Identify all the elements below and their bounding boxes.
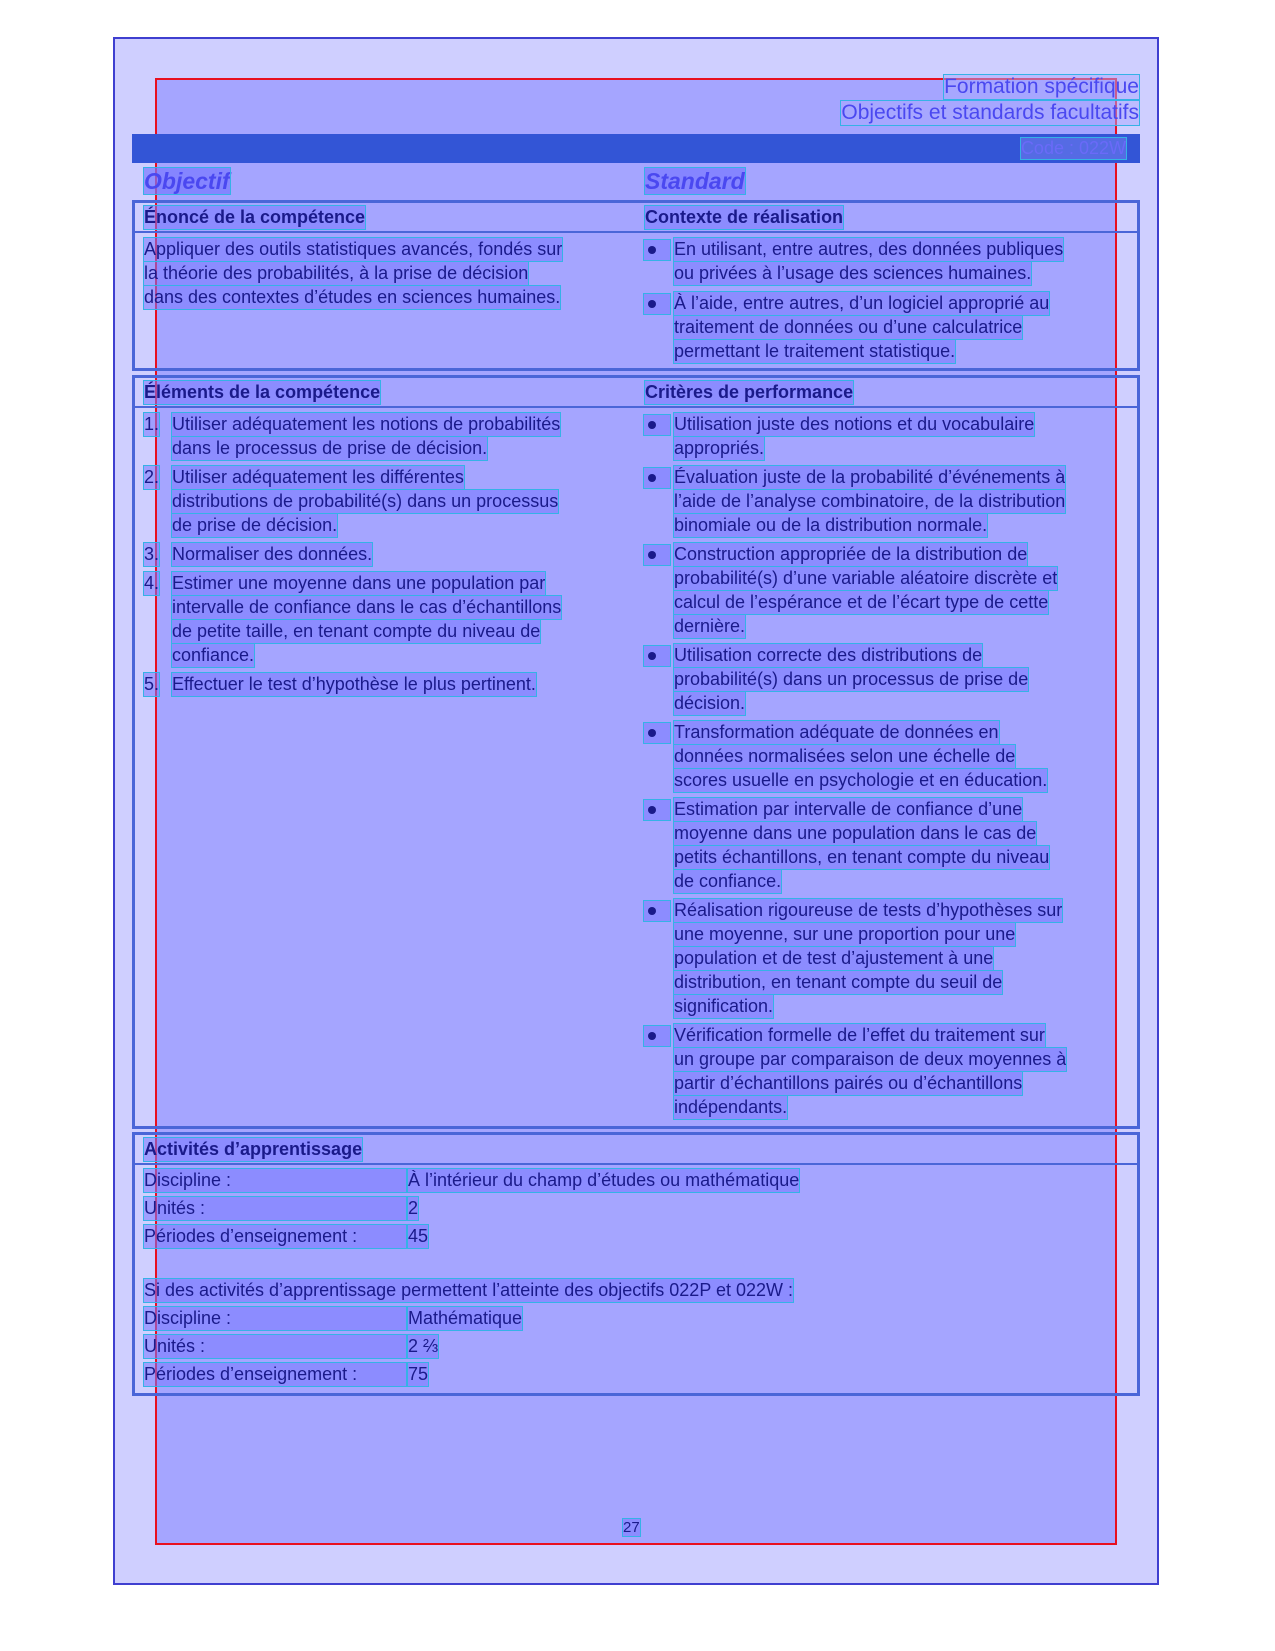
context-line: traitement de données ou d’une calculatrice (674, 317, 1023, 337)
statement-line: dans des contextes d’études en sciences humaines. (144, 287, 561, 307)
bullet-icon (644, 294, 670, 314)
context-title: Contexte de réalisation (645, 207, 844, 227)
activity-label: Unités : (144, 1197, 406, 1220)
activity-value: 75 (408, 1364, 429, 1384)
bullet-dot-icon (648, 474, 656, 482)
element-number: 3. (144, 544, 160, 564)
criterion-line: partir d’échantillons pairés ou d’échantillons (674, 1073, 1023, 1093)
activity-value: 2 (408, 1198, 419, 1218)
element-line: Utiliser adéquatement les notions de probabilités (172, 414, 561, 434)
bullet-icon (644, 646, 670, 666)
criterion-line: Utilisation correcte des distributions de (674, 645, 983, 665)
criterion-line: indépendants. (674, 1097, 788, 1117)
element-line: de prise de décision. (172, 515, 338, 535)
criterion-line: données normalisées selon une échelle de (674, 746, 1016, 766)
context-line: En utilisant, entre autres, des données publiques (674, 239, 1064, 259)
bullet-dot-icon (648, 907, 656, 915)
bullet-icon (644, 240, 670, 260)
element-line: dans le processus de prise de décision. (172, 438, 488, 458)
criterion-line: Utilisation juste des notions et du vocabulaire (674, 414, 1035, 434)
statement-line: Appliquer des outils statistiques avancés, fondés sur (144, 239, 563, 259)
context-line: permettant le traitement statistique. (674, 341, 956, 361)
criterion-line: petits échantillons, en tenant compte du niveau (674, 847, 1050, 867)
section-1-rule (132, 231, 1140, 233)
standard-heading: Standard (645, 168, 745, 194)
activity-value: 45 (408, 1226, 429, 1246)
objective-heading: Objectif (144, 168, 230, 194)
context-line: ou privées à l’usage des sciences humaines. (674, 263, 1032, 283)
criterion-line: un groupe par comparaison de deux moyennes à (674, 1049, 1067, 1069)
bullet-dot-icon (648, 300, 656, 308)
criterion-line: signification. (674, 996, 774, 1016)
activity-label: Discipline : (144, 1169, 406, 1192)
criterion-line: distribution, en tenant compte du seuil de (674, 972, 1003, 992)
criterion-line: probabilité(s) d’une variable aléatoire discrète et (674, 568, 1058, 588)
bullet-icon (644, 415, 670, 435)
bullet-icon (644, 723, 670, 743)
bullet-dot-icon (648, 652, 656, 660)
element-line: Estimer une moyenne dans une population par (172, 573, 546, 593)
activity-value: À l’intérieur du champ d’études ou mathématique (408, 1170, 800, 1190)
page-number: 27 (623, 1519, 640, 1536)
section-3-rule (132, 1163, 1140, 1165)
criterion-line: calcul de l’espérance et de l’écart type de cette (674, 592, 1049, 612)
statement-line: la théorie des probabilités, à la prise de décision (144, 263, 529, 283)
criterion-line: l’aide de l’analyse combinatoire, de la distribution (674, 491, 1066, 511)
criterion-line: probabilité(s) dans un processus de prise de (674, 669, 1029, 689)
bullet-dot-icon (648, 246, 656, 254)
element-line: intervalle de confiance dans le cas d’échantillons (172, 597, 562, 617)
criterion-line: Vérification formelle de l’effet du traitement sur (674, 1025, 1045, 1045)
criterion-line: moyenne dans une population dans le cas de (674, 823, 1037, 843)
activity-label: Périodes d’enseignement : (144, 1363, 406, 1386)
element-number: 4. (144, 573, 160, 593)
criterion-line: Réalisation rigoureuse de tests d’hypothèses sur (674, 900, 1063, 920)
activity-label: Périodes d’enseignement : (144, 1225, 406, 1248)
bullet-icon (644, 800, 670, 820)
element-number: 1. (144, 414, 160, 434)
element-line: de petite taille, en tenant compte du niveau de (172, 621, 541, 641)
criterion-line: dernière. (674, 616, 746, 636)
header-line-2: Objectifs et standards facultatifs (841, 101, 1139, 124)
criterion-line: une moyenne, sur une proportion pour une (674, 924, 1016, 944)
bullet-dot-icon (648, 551, 656, 559)
activities-title: Activités d’apprentissage (144, 1139, 363, 1159)
bullet-icon (644, 468, 670, 488)
criterion-line: Transformation adéquate de données en (674, 722, 999, 742)
criterion-line: Évaluation juste de la probabilité d’événements à (674, 467, 1066, 487)
bullet-dot-icon (648, 729, 656, 737)
bullet-icon (644, 545, 670, 565)
bullet-dot-icon (648, 421, 656, 429)
element-line: confiance. (172, 645, 255, 665)
activity-value: 2 ⅔ (408, 1336, 439, 1356)
header-line-1: Formation spécifique (944, 75, 1139, 98)
criterion-line: de confiance. (674, 871, 782, 891)
criterion-line: Estimation par intervalle de confiance d’une (674, 799, 1023, 819)
bullet-dot-icon (648, 806, 656, 814)
criterion-line: appropriés. (674, 438, 765, 458)
element-line: Effectuer le test d’hypothèse le plus pertinent. (172, 674, 536, 694)
context-line: À l’aide, entre autres, d’un logiciel approprié au (674, 293, 1050, 313)
criterion-line: population et de test d’ajustement à une (674, 948, 994, 968)
activity-label: Unités : (144, 1335, 406, 1358)
element-number: 2. (144, 467, 160, 487)
activity-value: Mathématique (408, 1308, 523, 1328)
bullet-icon (644, 1026, 670, 1046)
criterion-line: décision. (674, 693, 746, 713)
statement-title: Énoncé de la compétence (144, 207, 366, 227)
element-line: Normaliser des données. (172, 544, 373, 564)
activity-label: Discipline : (144, 1307, 406, 1330)
element-number: 5. (144, 674, 160, 694)
criterion-line: scores usuelle en psychologie et en éducation. (674, 770, 1048, 790)
bullet-icon (644, 901, 670, 921)
activities-note: Si des activités d’apprentissage permettent l’atteinte des objectifs 022P et 022W : (144, 1280, 794, 1300)
elements-title: Éléments de la compétence (144, 382, 381, 402)
element-line: Utiliser adéquatement les différentes (172, 467, 464, 487)
criterion-line: binomiale ou de la distribution normale. (674, 515, 988, 535)
code-label: Code : 022W (1020, 138, 1126, 158)
criterion-line: Construction appropriée de la distribution de (674, 544, 1028, 564)
section-2-rule (132, 406, 1140, 408)
bullet-dot-icon (648, 1032, 656, 1040)
criteria-title: Critères de performance (645, 382, 854, 402)
element-line: distributions de probabilité(s) dans un processus (172, 491, 559, 511)
code-bar (132, 134, 1140, 163)
